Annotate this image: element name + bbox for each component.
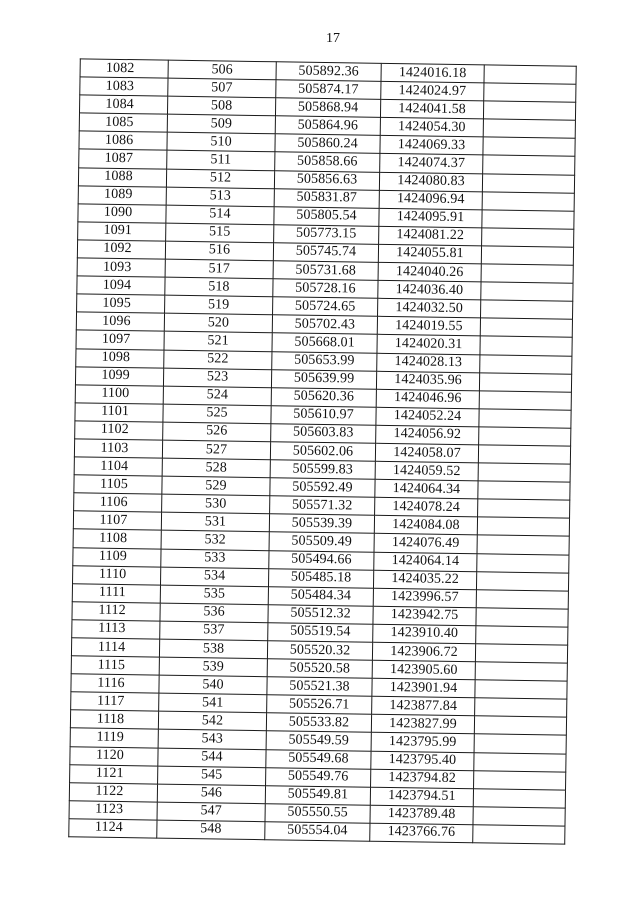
x-coordinate-cell: 505702.43: [272, 315, 377, 335]
x-coordinate-cell: 505858.66: [275, 152, 380, 172]
x-coordinate-cell: 505856.63: [274, 170, 379, 190]
row-number-cell: 1121: [70, 764, 158, 783]
empty-cell: [474, 770, 566, 789]
y-coordinate-cell: 1424016.18: [381, 63, 484, 83]
row-number-cell: 1103: [74, 439, 162, 458]
x-coordinate-cell: 505520.58: [267, 659, 372, 679]
row-number-cell: 1112: [72, 602, 160, 621]
point-number-cell: 516: [165, 241, 273, 261]
empty-cell: [480, 336, 572, 355]
row-number-cell: 1091: [78, 222, 166, 241]
row-number-cell: 1084: [79, 95, 167, 114]
empty-cell: [473, 825, 565, 844]
point-number-cell: 546: [157, 784, 265, 804]
row-number-cell: 1120: [70, 746, 158, 765]
empty-cell: [479, 391, 571, 410]
x-coordinate-cell: 505864.96: [275, 116, 380, 136]
point-number-cell: 533: [161, 549, 269, 569]
x-coordinate-cell: 505805.54: [274, 207, 379, 227]
x-coordinate-cell: 505494.66: [269, 550, 374, 570]
row-number-cell: 1114: [71, 638, 159, 657]
point-number-cell: 510: [167, 133, 275, 153]
point-number-cell: 513: [166, 187, 274, 207]
point-number-cell: 518: [165, 277, 273, 297]
empty-cell: [474, 716, 566, 735]
y-coordinate-cell: 1424076.49: [374, 534, 477, 554]
y-coordinate-cell: 1424078.24: [375, 498, 478, 518]
row-number-cell: 1097: [76, 330, 164, 349]
y-coordinate-cell: 1424081.22: [379, 226, 482, 246]
empty-cell: [482, 191, 574, 210]
x-coordinate-cell: 505868.94: [275, 98, 380, 118]
row-number-cell: 1123: [69, 801, 157, 820]
x-coordinate-cell: 505550.55: [265, 804, 370, 824]
point-number-cell: 547: [157, 802, 265, 822]
row-number-cell: 1122: [69, 783, 157, 802]
y-coordinate-cell: 1424040.26: [378, 262, 481, 282]
row-number-cell: 1086: [79, 131, 167, 150]
y-coordinate-cell: 1423905.60: [372, 660, 475, 680]
row-number-cell: 1113: [72, 620, 160, 639]
empty-cell: [481, 246, 573, 265]
row-number-cell: 1096: [76, 312, 164, 331]
x-coordinate-cell: 505539.39: [269, 514, 374, 534]
point-number-cell: 528: [162, 458, 270, 478]
empty-cell: [483, 137, 575, 156]
point-number-cell: 540: [159, 675, 267, 695]
y-coordinate-cell: 1424019.55: [377, 317, 480, 337]
row-number-cell: 1109: [73, 547, 161, 566]
row-number-cell: 1085: [79, 113, 167, 132]
row-number-cell: 1094: [77, 276, 165, 295]
row-number-cell: 1105: [74, 475, 162, 494]
row-number-cell: 1092: [77, 240, 165, 259]
point-number-cell: 517: [165, 259, 273, 279]
empty-cell: [483, 119, 575, 138]
point-number-cell: 543: [158, 730, 266, 750]
x-coordinate-cell: 505620.36: [271, 387, 376, 407]
empty-cell: [482, 210, 574, 229]
x-coordinate-cell: 505554.04: [265, 822, 370, 842]
y-coordinate-cell: 1423795.99: [371, 733, 474, 753]
empty-cell: [475, 644, 567, 663]
empty-cell: [479, 409, 571, 428]
empty-cell: [478, 463, 570, 482]
x-coordinate-cell: 505519.54: [268, 623, 373, 643]
y-coordinate-cell: 1423906.72: [372, 642, 475, 662]
row-number-cell: 1124: [69, 819, 157, 838]
x-coordinate-cell: 505526.71: [267, 695, 372, 715]
point-number-cell: 532: [161, 531, 269, 551]
point-number-cell: 508: [167, 96, 275, 116]
point-number-cell: 537: [160, 621, 268, 641]
point-number-cell: 542: [158, 711, 266, 731]
x-coordinate-cell: 505521.38: [267, 677, 372, 697]
y-coordinate-cell: 1423794.51: [370, 787, 473, 807]
x-coordinate-cell: 505745.74: [273, 243, 378, 263]
row-number-cell: 1082: [80, 59, 168, 78]
empty-cell: [479, 427, 571, 446]
y-coordinate-cell: 1424046.96: [376, 389, 479, 409]
row-number-cell: 1090: [78, 204, 166, 223]
empty-cell: [481, 264, 573, 283]
y-coordinate-cell: 1424059.52: [375, 461, 478, 481]
point-number-cell: 530: [162, 494, 270, 514]
x-coordinate-cell: 505773.15: [274, 225, 379, 245]
empty-cell: [475, 662, 567, 681]
point-number-cell: 522: [164, 350, 272, 370]
point-number-cell: 512: [166, 169, 274, 189]
x-coordinate-cell: 505610.97: [271, 406, 376, 426]
row-number-cell: 1099: [75, 366, 163, 385]
y-coordinate-cell: 1423827.99: [371, 715, 474, 735]
empty-cell: [476, 590, 568, 609]
point-number-cell: 519: [165, 295, 273, 315]
empty-cell: [477, 535, 569, 554]
empty-cell: [474, 734, 566, 753]
empty-cell: [476, 608, 568, 627]
point-number-cell: 509: [167, 114, 275, 134]
y-coordinate-cell: 1424080.83: [379, 172, 482, 192]
empty-cell: [477, 553, 569, 572]
row-number-cell: 1093: [77, 258, 165, 277]
row-number-cell: 1117: [71, 692, 159, 711]
y-coordinate-cell: 1423877.84: [372, 697, 475, 717]
point-number-cell: 541: [159, 693, 267, 713]
y-coordinate-cell: 1424052.24: [376, 407, 479, 427]
y-coordinate-cell: 1424095.91: [379, 208, 482, 228]
x-coordinate-cell: 505668.01: [272, 333, 377, 353]
x-coordinate-cell: 505485.18: [268, 568, 373, 588]
x-coordinate-cell: 505509.49: [269, 532, 374, 552]
row-number-cell: 1089: [78, 186, 166, 205]
row-number-cell: 1104: [74, 457, 162, 476]
y-coordinate-cell: 1424055.81: [378, 244, 481, 264]
point-number-cell: 507: [168, 78, 276, 98]
empty-cell: [476, 571, 568, 590]
page-number: 17: [326, 31, 340, 46]
row-number-cell: 1102: [75, 421, 163, 440]
empty-cell: [478, 481, 570, 500]
empty-cell: [473, 789, 565, 808]
point-number-cell: 526: [163, 422, 271, 442]
row-number-cell: 1098: [76, 348, 164, 367]
y-coordinate-cell: 1423910.40: [373, 624, 476, 644]
empty-cell: [480, 318, 572, 337]
point-number-cell: 520: [164, 313, 272, 333]
y-coordinate-cell: 1423942.75: [373, 606, 476, 626]
point-number-cell: 548: [157, 820, 265, 840]
point-number-cell: 527: [162, 440, 270, 460]
x-coordinate-cell: 505512.32: [268, 605, 373, 625]
y-coordinate-cell: 1424069.33: [380, 136, 483, 156]
empty-cell: [483, 155, 575, 174]
y-coordinate-cell: 1424054.30: [380, 118, 483, 138]
y-coordinate-cell: 1424064.34: [375, 479, 478, 499]
row-number-cell: 1118: [70, 710, 158, 729]
row-number-cell: 1088: [78, 167, 166, 186]
x-coordinate-cell: 505599.83: [270, 460, 375, 480]
row-number-cell: 1106: [74, 493, 162, 512]
row-number-cell: 1111: [72, 584, 160, 603]
y-coordinate-cell: 1424064.14: [374, 552, 477, 572]
empty-cell: [475, 698, 567, 717]
empty-cell: [478, 445, 570, 464]
x-coordinate-cell: 505874.17: [276, 80, 381, 100]
y-coordinate-cell: 1423789.48: [370, 805, 473, 825]
point-number-cell: 539: [159, 657, 267, 677]
y-coordinate-cell: 1424032.50: [378, 299, 481, 319]
x-coordinate-cell: 505592.49: [270, 478, 375, 498]
empty-cell: [474, 752, 566, 771]
x-coordinate-cell: 505533.82: [266, 713, 371, 733]
row-number-cell: 1115: [71, 656, 159, 675]
y-coordinate-cell: 1424024.97: [381, 81, 484, 101]
row-number-cell: 1110: [73, 565, 161, 584]
y-coordinate-cell: 1423996.57: [373, 588, 476, 608]
x-coordinate-cell: 505831.87: [274, 188, 379, 208]
coordinates-table-body: [69, 59, 576, 844]
x-coordinate-cell: 505724.65: [273, 297, 378, 317]
y-coordinate-cell: 1424035.96: [376, 371, 479, 391]
point-number-cell: 523: [163, 368, 271, 388]
row-number-cell: 1107: [73, 511, 161, 530]
y-coordinate-cell: 1423901.94: [372, 678, 475, 698]
row-number-cell: 1100: [75, 385, 163, 404]
empty-cell: [476, 626, 568, 645]
y-coordinate-cell: 1424028.13: [377, 353, 480, 373]
empty-cell: [482, 228, 574, 247]
x-coordinate-cell: 505549.76: [266, 767, 371, 787]
point-number-cell: 534: [161, 567, 269, 587]
empty-cell: [477, 517, 569, 536]
point-number-cell: 514: [166, 205, 274, 225]
x-coordinate-cell: 505892.36: [276, 62, 381, 82]
row-number-cell: 1083: [80, 77, 168, 96]
point-number-cell: 524: [163, 386, 271, 406]
empty-cell: [475, 680, 567, 699]
point-number-cell: 535: [160, 585, 268, 605]
y-coordinate-cell: 1424036.40: [378, 280, 481, 300]
x-coordinate-cell: 505603.83: [271, 424, 376, 444]
empty-cell: [483, 101, 575, 120]
x-coordinate-cell: 505549.59: [266, 731, 371, 751]
point-number-cell: 529: [162, 476, 270, 496]
point-number-cell: 515: [166, 223, 274, 243]
point-number-cell: 545: [158, 766, 266, 786]
empty-cell: [480, 354, 572, 373]
row-number-cell: 1101: [75, 403, 163, 422]
point-number-cell: 531: [161, 512, 269, 532]
empty-cell: [480, 300, 572, 319]
empty-cell: [478, 499, 570, 518]
x-coordinate-cell: 505484.34: [268, 586, 373, 606]
row-number-cell: 1108: [73, 529, 161, 548]
x-coordinate-cell: 505571.32: [270, 496, 375, 516]
point-number-cell: 506: [168, 60, 276, 80]
empty-cell: [479, 372, 571, 391]
x-coordinate-cell: 505549.68: [266, 749, 371, 769]
point-number-cell: 538: [159, 639, 267, 659]
empty-cell: [484, 83, 576, 102]
y-coordinate-cell: 1424084.08: [374, 516, 477, 536]
y-coordinate-cell: 1424056.92: [376, 425, 479, 445]
point-number-cell: 544: [158, 748, 266, 768]
empty-cell: [481, 282, 573, 301]
y-coordinate-cell: 1424041.58: [380, 100, 483, 120]
x-coordinate-cell: 505728.16: [273, 279, 378, 299]
row-number-cell: 1087: [79, 149, 167, 168]
row-number-cell: 1116: [71, 674, 159, 693]
point-number-cell: 521: [164, 332, 272, 352]
empty-cell: [482, 173, 574, 192]
point-number-cell: 536: [160, 603, 268, 623]
y-coordinate-cell: 1424035.22: [373, 570, 476, 590]
empty-cell: [473, 807, 565, 826]
x-coordinate-cell: 505602.06: [270, 442, 375, 462]
coordinates-table: [68, 58, 577, 844]
y-coordinate-cell: 1424058.07: [375, 443, 478, 463]
y-coordinate-cell: 1423766.76: [370, 823, 473, 843]
y-coordinate-cell: 1423794.82: [371, 769, 474, 789]
x-coordinate-cell: 505520.32: [267, 641, 372, 661]
empty-cell: [484, 65, 576, 84]
y-coordinate-cell: 1424020.31: [377, 335, 480, 355]
y-coordinate-cell: 1424096.94: [379, 190, 482, 210]
row-number-cell: 1095: [77, 294, 165, 313]
x-coordinate-cell: 505860.24: [275, 134, 380, 154]
x-coordinate-cell: 505653.99: [272, 351, 377, 371]
x-coordinate-cell: 505549.81: [265, 785, 370, 805]
y-coordinate-cell: 1423795.40: [371, 751, 474, 771]
x-coordinate-cell: 505639.99: [271, 369, 376, 389]
x-coordinate-cell: 505731.68: [273, 261, 378, 281]
row-number-cell: 1119: [70, 728, 158, 747]
point-number-cell: 525: [163, 404, 271, 424]
point-number-cell: 511: [167, 151, 275, 171]
y-coordinate-cell: 1424074.37: [380, 154, 483, 174]
